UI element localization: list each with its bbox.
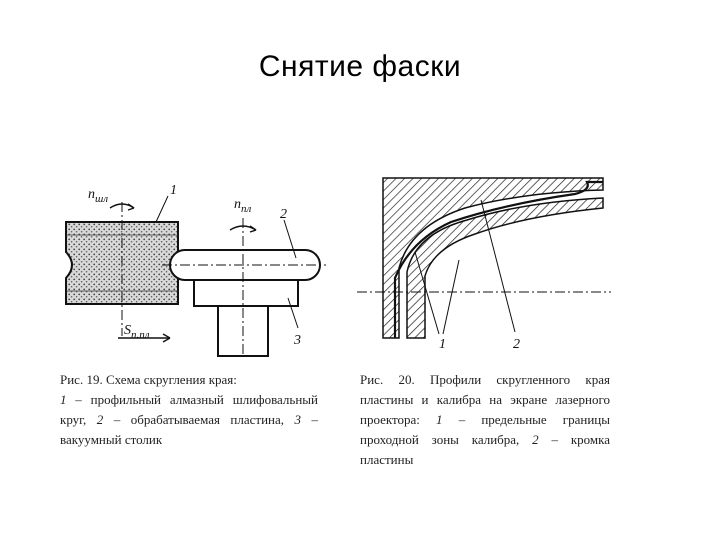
label-20-1: 1 — [439, 337, 446, 352]
figure-20-svg — [355, 168, 615, 358]
label-n-plate: $n_{пл}$ — [234, 197, 252, 215]
caption-19-text2: – обрабатываемая пластина, — [103, 412, 295, 427]
caption-19-num2: 2 — [96, 412, 104, 427]
figure-19-svg — [58, 178, 328, 358]
caption-20-num2: 2 — [532, 432, 539, 447]
label-feed: $S_{п.пл}$ — [124, 323, 150, 341]
caption-20-num1: 1 — [419, 412, 443, 427]
caption-19-title: Рис. 19. Схема скругления края: — [60, 372, 237, 387]
label-3: 3 — [294, 333, 301, 348]
caption-20-text2: – кромка пластины — [360, 432, 610, 467]
caption-19-text1: – профильный алмазный шлифовальный круг, — [60, 392, 318, 427]
vacuum-table-top — [194, 280, 298, 306]
label-1: 1 — [170, 183, 177, 198]
figure-20-caption — [360, 370, 610, 470]
figure-19-caption — [60, 370, 318, 450]
label-20-2: 2 — [513, 337, 520, 352]
caption-20-text1: – предельные границы проходной зоны калибра, — [360, 412, 610, 447]
figure-19-diagram — [58, 178, 328, 358]
caption-19-num3: 3 — [294, 412, 302, 427]
slide-title: Снятие фаски — [258, 50, 462, 83]
caption-19-text3: – вакуумный столик — [60, 412, 319, 447]
caption-19-num1: 1 — [60, 392, 67, 407]
label-2: 2 — [280, 207, 287, 222]
figure-20-diagram — [355, 168, 615, 358]
label-n-wheel: $n_{шл}$ — [88, 187, 109, 205]
caption-20-title: Рис. 20. Профили скругленного края пластины и калибра на экране лазерного проектора: — [360, 372, 610, 427]
